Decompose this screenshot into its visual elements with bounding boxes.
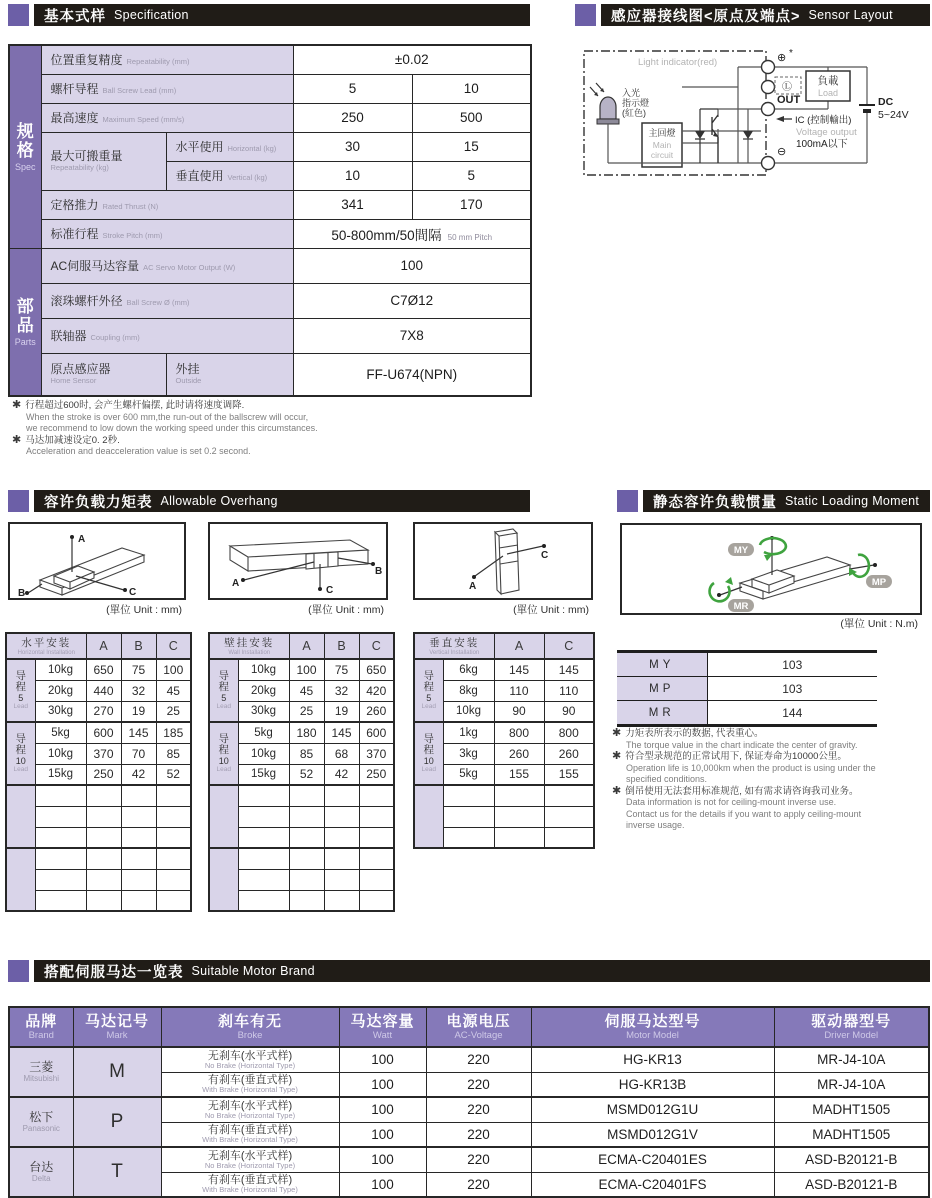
brake-cell: 无刹车(水平式样) No Brake (Horizontal Type)	[161, 1047, 339, 1072]
cell-value: 170	[412, 190, 531, 219]
axis-c-dot	[542, 544, 546, 548]
row-label: AC伺服马达容量 AC Servo Motor Output (W)	[41, 248, 293, 283]
accent-square-icon	[8, 490, 29, 512]
row-label: 滚珠螺杆外径 Ball Screw Ø (mm)	[41, 283, 293, 318]
empty-cell	[35, 785, 86, 806]
axis-b-line	[28, 584, 42, 593]
led-base	[597, 119, 619, 124]
wall-mount-diagram	[210, 524, 386, 598]
weight-cell: 6kg	[443, 659, 494, 680]
horizontal-overhang-table	[5, 632, 192, 912]
watt-cell: 100	[339, 1147, 426, 1172]
value-cell: 25	[156, 701, 191, 722]
sidebar-spec: 规 格 Spec	[9, 45, 41, 248]
value-cell: 100	[289, 659, 324, 680]
asterisk-icon: ✱	[612, 727, 622, 739]
moment-title-zh: 静态容许负载惯量	[653, 494, 777, 511]
point-a-label: A	[232, 578, 240, 589]
motor-model-cell: HG-KR13	[531, 1047, 774, 1072]
value-cell: 32	[121, 680, 156, 701]
sidebar-parts: 部 品 Parts	[9, 248, 41, 396]
asterisk-icon: ✱	[12, 399, 22, 411]
light-indicator-label-en: Light indicator(red)	[638, 57, 718, 68]
weight-cell: 3kg	[443, 743, 494, 764]
lead-10-cell: 导 程 10 Lead	[414, 722, 443, 785]
moment-table	[617, 650, 877, 727]
value-cell: 100	[156, 659, 191, 680]
unit-caption: (單位 Unit : mm)	[106, 604, 182, 616]
spec-table	[8, 44, 532, 397]
dc-label: DC	[878, 96, 894, 108]
row-label: 原点感应器 Home Sensor	[41, 353, 166, 396]
driver-model-cell: MADHT1505	[774, 1122, 929, 1147]
spec-title-en: Specification	[114, 8, 189, 22]
indicator-zh-line1: 入光	[622, 88, 641, 98]
dc-voltage-label: 5~24V	[878, 109, 909, 121]
value-cell: 52	[156, 764, 191, 785]
moment-my-value: 103	[707, 652, 877, 677]
brand-delta: 台达 Delta	[9, 1147, 73, 1197]
my-arrowhead	[764, 555, 772, 561]
sensor-section-header	[575, 4, 930, 26]
motor-model-cell: MSMD012G1U	[531, 1097, 774, 1122]
overhang-title-en: Allowable Overhang	[160, 494, 278, 508]
value-cell: 70	[121, 743, 156, 764]
driver-model-cell: MR-J4-10A	[774, 1072, 929, 1097]
horizontal-mount-diagram	[10, 524, 184, 598]
weight-cell: 20kg	[238, 680, 289, 701]
cell-value: 5	[412, 161, 531, 190]
col-a: A	[494, 633, 544, 659]
sensor-title-en: Sensor Layout	[808, 8, 893, 22]
moment-diagram-box	[620, 523, 922, 615]
value-cell: 75	[121, 659, 156, 680]
point-c-label: C	[541, 550, 549, 561]
motor-table	[8, 1006, 930, 1198]
row-sublabel: 水平使用 Horizontal (kg)	[166, 132, 293, 161]
asterisk-icon: ✱	[612, 784, 622, 797]
motor-model-cell: HG-KR13B	[531, 1072, 774, 1097]
mark-p: P	[73, 1097, 161, 1147]
accent-square-icon	[8, 960, 29, 982]
unit-caption: (單位 Unit : mm)	[308, 604, 384, 616]
main-circuit-en1: Main	[652, 140, 672, 150]
cell-value: 341	[293, 190, 412, 219]
value-cell: 185	[156, 722, 191, 743]
watt-cell: 100	[339, 1072, 426, 1097]
col-mark: 马达记号 Mark	[73, 1007, 161, 1047]
empty-lead-cell	[414, 785, 443, 848]
empty-lead-cell	[6, 785, 35, 848]
empty-lead-cell	[209, 848, 238, 911]
brake-cell: 有刹车(垂直式样) With Brake (Horizontal Type)	[161, 1172, 339, 1197]
cell-value: 50-800mm/50間隔 50 mm Pitch	[293, 219, 531, 248]
driver-model-cell: MR-J4-10A	[774, 1047, 929, 1072]
col-c: C	[156, 633, 191, 659]
unit-caption: (單位 Unit : mm)	[513, 604, 589, 616]
overhang-title-zh: 容许负载力矩表	[44, 494, 153, 511]
slider-block	[306, 552, 338, 569]
voltage-cell: 220	[426, 1172, 531, 1197]
value-cell: 650	[359, 659, 394, 680]
weight-cell: 10kg	[238, 743, 289, 764]
col-c: C	[359, 633, 394, 659]
accent-square-icon	[575, 4, 596, 26]
out-label: OUT	[777, 94, 801, 106]
mp-axis-line	[850, 565, 874, 569]
value-cell: 145	[121, 722, 156, 743]
mr-label: MR	[733, 601, 749, 612]
asterisk-icon: ✱	[12, 433, 22, 446]
watt-cell: 100	[339, 1047, 426, 1072]
moment-mp-label: MP	[617, 677, 707, 701]
table-name: 垂直安装 Vertical Installation	[414, 633, 494, 659]
cell-value: 100	[293, 248, 531, 283]
wall-mount-diagram-box	[208, 522, 388, 600]
voltage-cell: 220	[426, 1047, 531, 1072]
moment-my-label: MY	[617, 652, 707, 677]
col-c: C	[544, 633, 594, 659]
axis-c-dot	[123, 588, 127, 592]
plus-asterisk: *	[789, 48, 793, 59]
terminal-l	[762, 81, 775, 94]
table-name: 壁挂安装 Wall Installation	[209, 633, 289, 659]
wall-overhang-table: 壁挂安装 Wall Installation A B C 导 程 5 Lead 10kg 100 75 650 20kg 45 32 420 30kg 25 19 260 导 程 10 Lead 5kg 180 145 600 10kg 85 68 370 15kg 52 42 250	[208, 632, 395, 912]
motor-model-cell: ECMA-C20401FS	[531, 1172, 774, 1197]
motor-title-zh: 搭配伺服马达一览表	[44, 964, 184, 981]
axis-a-dot	[472, 575, 476, 579]
value-cell: 250	[86, 764, 121, 785]
value-cell: 85	[156, 743, 191, 764]
driver-model-cell: ASD-B20121-B	[774, 1172, 929, 1197]
accent-square-icon	[8, 4, 29, 26]
value-cell: 19	[121, 701, 156, 722]
diode-icon	[695, 131, 705, 139]
value-cell: 650	[86, 659, 121, 680]
point-b-label: B	[375, 566, 383, 577]
lead-5-cell: 导 程 5 Lead	[414, 659, 443, 722]
motor-model-cell: ECMA-C20401ES	[531, 1147, 774, 1172]
driver-model-cell: MADHT1505	[774, 1097, 929, 1122]
load-en: Load	[817, 88, 839, 98]
asterisk-icon: ✱	[612, 750, 622, 762]
row-label: 最大可搬重量 Repeatability (kg)	[41, 132, 166, 190]
col-brand: 品牌 Brand	[9, 1007, 73, 1047]
weight-cell: 5kg	[35, 722, 86, 743]
moment-footnotes: ✱ 力矩表所表示的数据, 代表重心。 The torque value in the chart indicate the center of gravity. ✱ 符合型录规范的正常试用下, 保证寿命为10000公里。 Operation life is 10,000km when the product is using under the specified conditions. ✱ 倒吊使用无法套用标准规范, 如有需求请咨询我司业务。 Data information is not for ceiling-mount inverse use. Contact us for the details if you want to apply ceiling-mount inverse usage.	[612, 727, 876, 830]
horizontal-mount-diagram-box	[8, 522, 186, 600]
overhang-header-bar	[34, 490, 530, 512]
minus-symbol: ⊖	[777, 146, 787, 158]
weight-cell: 15kg	[35, 764, 86, 785]
cell-value: 7X8	[293, 318, 531, 353]
mr-arrowhead	[725, 577, 733, 585]
voltage-cell: 220	[426, 1072, 531, 1097]
weight-cell: 1kg	[443, 722, 494, 743]
cell-value: 10	[293, 161, 412, 190]
spec-section-header	[8, 4, 530, 26]
weight-cell: 10kg	[443, 701, 494, 722]
row-label: 定格推力 Rated Thrust (N)	[41, 190, 293, 219]
axis-a-dot	[241, 578, 245, 582]
cell-value: C7Ø12	[293, 283, 531, 318]
lead-10-cell: 导 程 10 Lead	[6, 722, 35, 785]
axis-a-dot	[70, 535, 74, 539]
empty-lead-cell	[6, 848, 35, 911]
motor-title-en: Suitable Motor Brand	[191, 964, 315, 978]
lead-5-cell: 导 程 5 Lead	[6, 659, 35, 722]
vertical-overhang-table: 垂直安装 Vertical Installation A C 导 程 5 Lead 6kg 145 145 8kg 110 110 10kg 90 90 导 程 10 Lead 1kg 800 800 3kg 260 260 5kg 155 155	[413, 632, 595, 849]
cell-value: 5	[293, 74, 412, 103]
weight-cell: 30kg	[238, 701, 289, 722]
ic-arrow-icon	[776, 116, 784, 122]
overhang-section-header	[8, 490, 530, 512]
col-brake: 刹车有无 Broke	[161, 1007, 339, 1047]
point-c-label: C	[129, 587, 137, 598]
cell-value: ±0.02	[293, 45, 531, 74]
sensor-circuit-diagram	[578, 45, 930, 225]
terminal-plus	[762, 61, 775, 74]
plus-symbol: ⊕	[777, 52, 787, 64]
value-cell: 75	[324, 659, 359, 680]
weight-cell: 20kg	[35, 680, 86, 701]
moment-title-en: Static Loading Moment	[785, 494, 920, 508]
axis-b-dot	[25, 591, 29, 595]
brake-cell: 无刹车(水平式样) No Brake (Horizontal Type)	[161, 1147, 339, 1172]
moment-axes-diagram	[622, 525, 920, 613]
moment-mp-value: 103	[707, 677, 877, 701]
weight-cell: 8kg	[443, 680, 494, 701]
value-cell: 600	[86, 722, 121, 743]
voltage-cell: 220	[426, 1097, 531, 1122]
col-a: A	[86, 633, 121, 659]
moment-mr-label: MR	[617, 701, 707, 726]
cell-value: 15	[412, 132, 531, 161]
motor-section-header	[8, 960, 930, 982]
cell-value: 10	[412, 74, 531, 103]
cell-value: FF-U674(NPN)	[293, 353, 531, 396]
point-a-label: A	[469, 581, 477, 592]
slider-block	[54, 566, 94, 589]
row-label: 螺杆导程 Ball Screw Lead (mm)	[41, 74, 293, 103]
unit-caption: (單位 Unit : N.m)	[840, 618, 918, 630]
voltage-cell: 220	[426, 1147, 531, 1172]
accent-square-icon	[617, 490, 638, 512]
terminal-out	[762, 103, 775, 116]
motor-header-bar	[34, 960, 930, 982]
row-label: 联轴器 Coupling (mm)	[41, 318, 293, 353]
col-b: B	[121, 633, 156, 659]
weight-cell: 5kg	[443, 764, 494, 785]
motor-model-cell: MSMD012G1V	[531, 1122, 774, 1147]
indicator-zh-line2: 指示燈	[622, 98, 650, 108]
main-circuit-en2: circuit	[650, 150, 674, 160]
axis-c-dot	[318, 587, 322, 591]
mp-label: MP	[871, 577, 887, 588]
mp-axis-dot	[873, 563, 877, 567]
terminal-minus	[762, 157, 775, 170]
lead-10-cell: 导 程 10 Lead	[209, 722, 238, 785]
led-icon	[600, 97, 616, 119]
brake-cell: 有刹车(垂直式样) With Brake (Horizontal Type)	[161, 1122, 339, 1147]
col-watt: 马达容量 Watt	[339, 1007, 426, 1047]
value-cell: 370	[86, 743, 121, 764]
ic-label: IC (控制輸出)	[795, 115, 852, 126]
row-label: 最高速度 Maximum Speed (mm/s)	[41, 103, 293, 132]
voltage-cell: 220	[426, 1122, 531, 1147]
row-label: 位置重复精度 Repeatability (mm)	[41, 45, 293, 74]
vertical-mount-diagram-box	[413, 522, 593, 600]
weight-cell: 10kg	[238, 659, 289, 680]
circle-l-symbol: Ⓛ	[782, 82, 792, 93]
sensor-header-bar	[601, 4, 930, 26]
col-b: B	[324, 633, 359, 659]
spec-footnotes: ✱ 行程超过600时, 会产生螺杆偏摆, 此时请将速度调降. When the stroke is over 600 mm,the run-out of the ballscrew will occur, we recommend to low down the working speed under this circumstances. ✱ 马达加减速设定0. 2秒. Acceleration and deacceleration value is set 0.2 second.	[12, 399, 318, 456]
brake-cell: 有刹车(垂直式样) With Brake (Horizontal Type)	[161, 1072, 339, 1097]
main-circuit-zh: 主回燈	[648, 128, 676, 138]
spec-header-bar	[34, 4, 530, 26]
indicator-zh-line3: (紅色)	[622, 108, 646, 118]
weight-cell: 5kg	[238, 722, 289, 743]
my-label: MY	[733, 545, 749, 556]
value-cell: 45	[156, 680, 191, 701]
cell-value: 30	[293, 132, 412, 161]
weight-cell: 30kg	[35, 701, 86, 722]
col-voltage: 电源电压 AC-Voltage	[426, 1007, 531, 1047]
mark-t: T	[73, 1147, 161, 1197]
zener-diode-icon	[743, 131, 753, 139]
row-sublabel: 外挂 Outside	[166, 353, 293, 396]
cell-value: 250	[293, 103, 412, 132]
vertical-mount-diagram	[415, 524, 591, 598]
row-label: 标准行程 Stroke Pitch (mm)	[41, 219, 293, 248]
point-b-label: B	[18, 588, 26, 598]
weight-cell: 10kg	[35, 659, 86, 680]
transistor-icon	[712, 115, 718, 163]
point-a-label: A	[78, 534, 86, 545]
empty-lead-cell	[209, 785, 238, 848]
driver-model-cell: ASD-B20121-B	[774, 1147, 929, 1172]
point-c-label: C	[326, 585, 334, 596]
table-name: 水平安装 Horizontal Installation	[6, 633, 86, 659]
watt-cell: 100	[339, 1097, 426, 1122]
spec-title-zh: 基本式样	[44, 8, 106, 25]
brake-cell: 无刹车(水平式样) No Brake (Horizontal Type)	[161, 1097, 339, 1122]
current-limit-label: 100mA以下	[796, 139, 848, 150]
value-cell: 42	[121, 764, 156, 785]
col-a: A	[289, 633, 324, 659]
row-sublabel: 垂直使用 Vertical (kg)	[166, 161, 293, 190]
moment-header-bar	[643, 490, 930, 512]
sensor-title-zh: 感应器接线图<原点及端点>	[611, 8, 801, 25]
col-driver-model: 驱动器型号 Driver Model	[774, 1007, 929, 1047]
mr-axis-dot	[717, 593, 721, 597]
lead-5-cell: 导 程 5 Lead	[209, 659, 238, 722]
value-cell: 440	[86, 680, 121, 701]
value-cell: 270	[86, 701, 121, 722]
moment-section-header	[617, 490, 930, 512]
load-zh: 負載	[817, 75, 839, 87]
brand-panasonic: 松下 Panasonic	[9, 1097, 73, 1147]
mr-axis-line	[720, 587, 742, 595]
col-motor-model: 伺服马达型号 Motor Model	[531, 1007, 774, 1047]
watt-cell: 100	[339, 1172, 426, 1197]
mark-m: M	[73, 1047, 161, 1097]
watt-cell: 100	[339, 1122, 426, 1147]
moment-mr-value: 144	[707, 701, 877, 726]
brand-mitsubishi: 三菱 Mitsubishi	[9, 1047, 73, 1097]
my-rotation-arrow-icon	[760, 538, 786, 554]
arrowheads	[594, 88, 604, 96]
voltage-output-label: Voltage output	[796, 127, 857, 138]
cell-value: 500	[412, 103, 531, 132]
weight-cell: 10kg	[35, 743, 86, 764]
weight-cell: 15kg	[238, 764, 289, 785]
